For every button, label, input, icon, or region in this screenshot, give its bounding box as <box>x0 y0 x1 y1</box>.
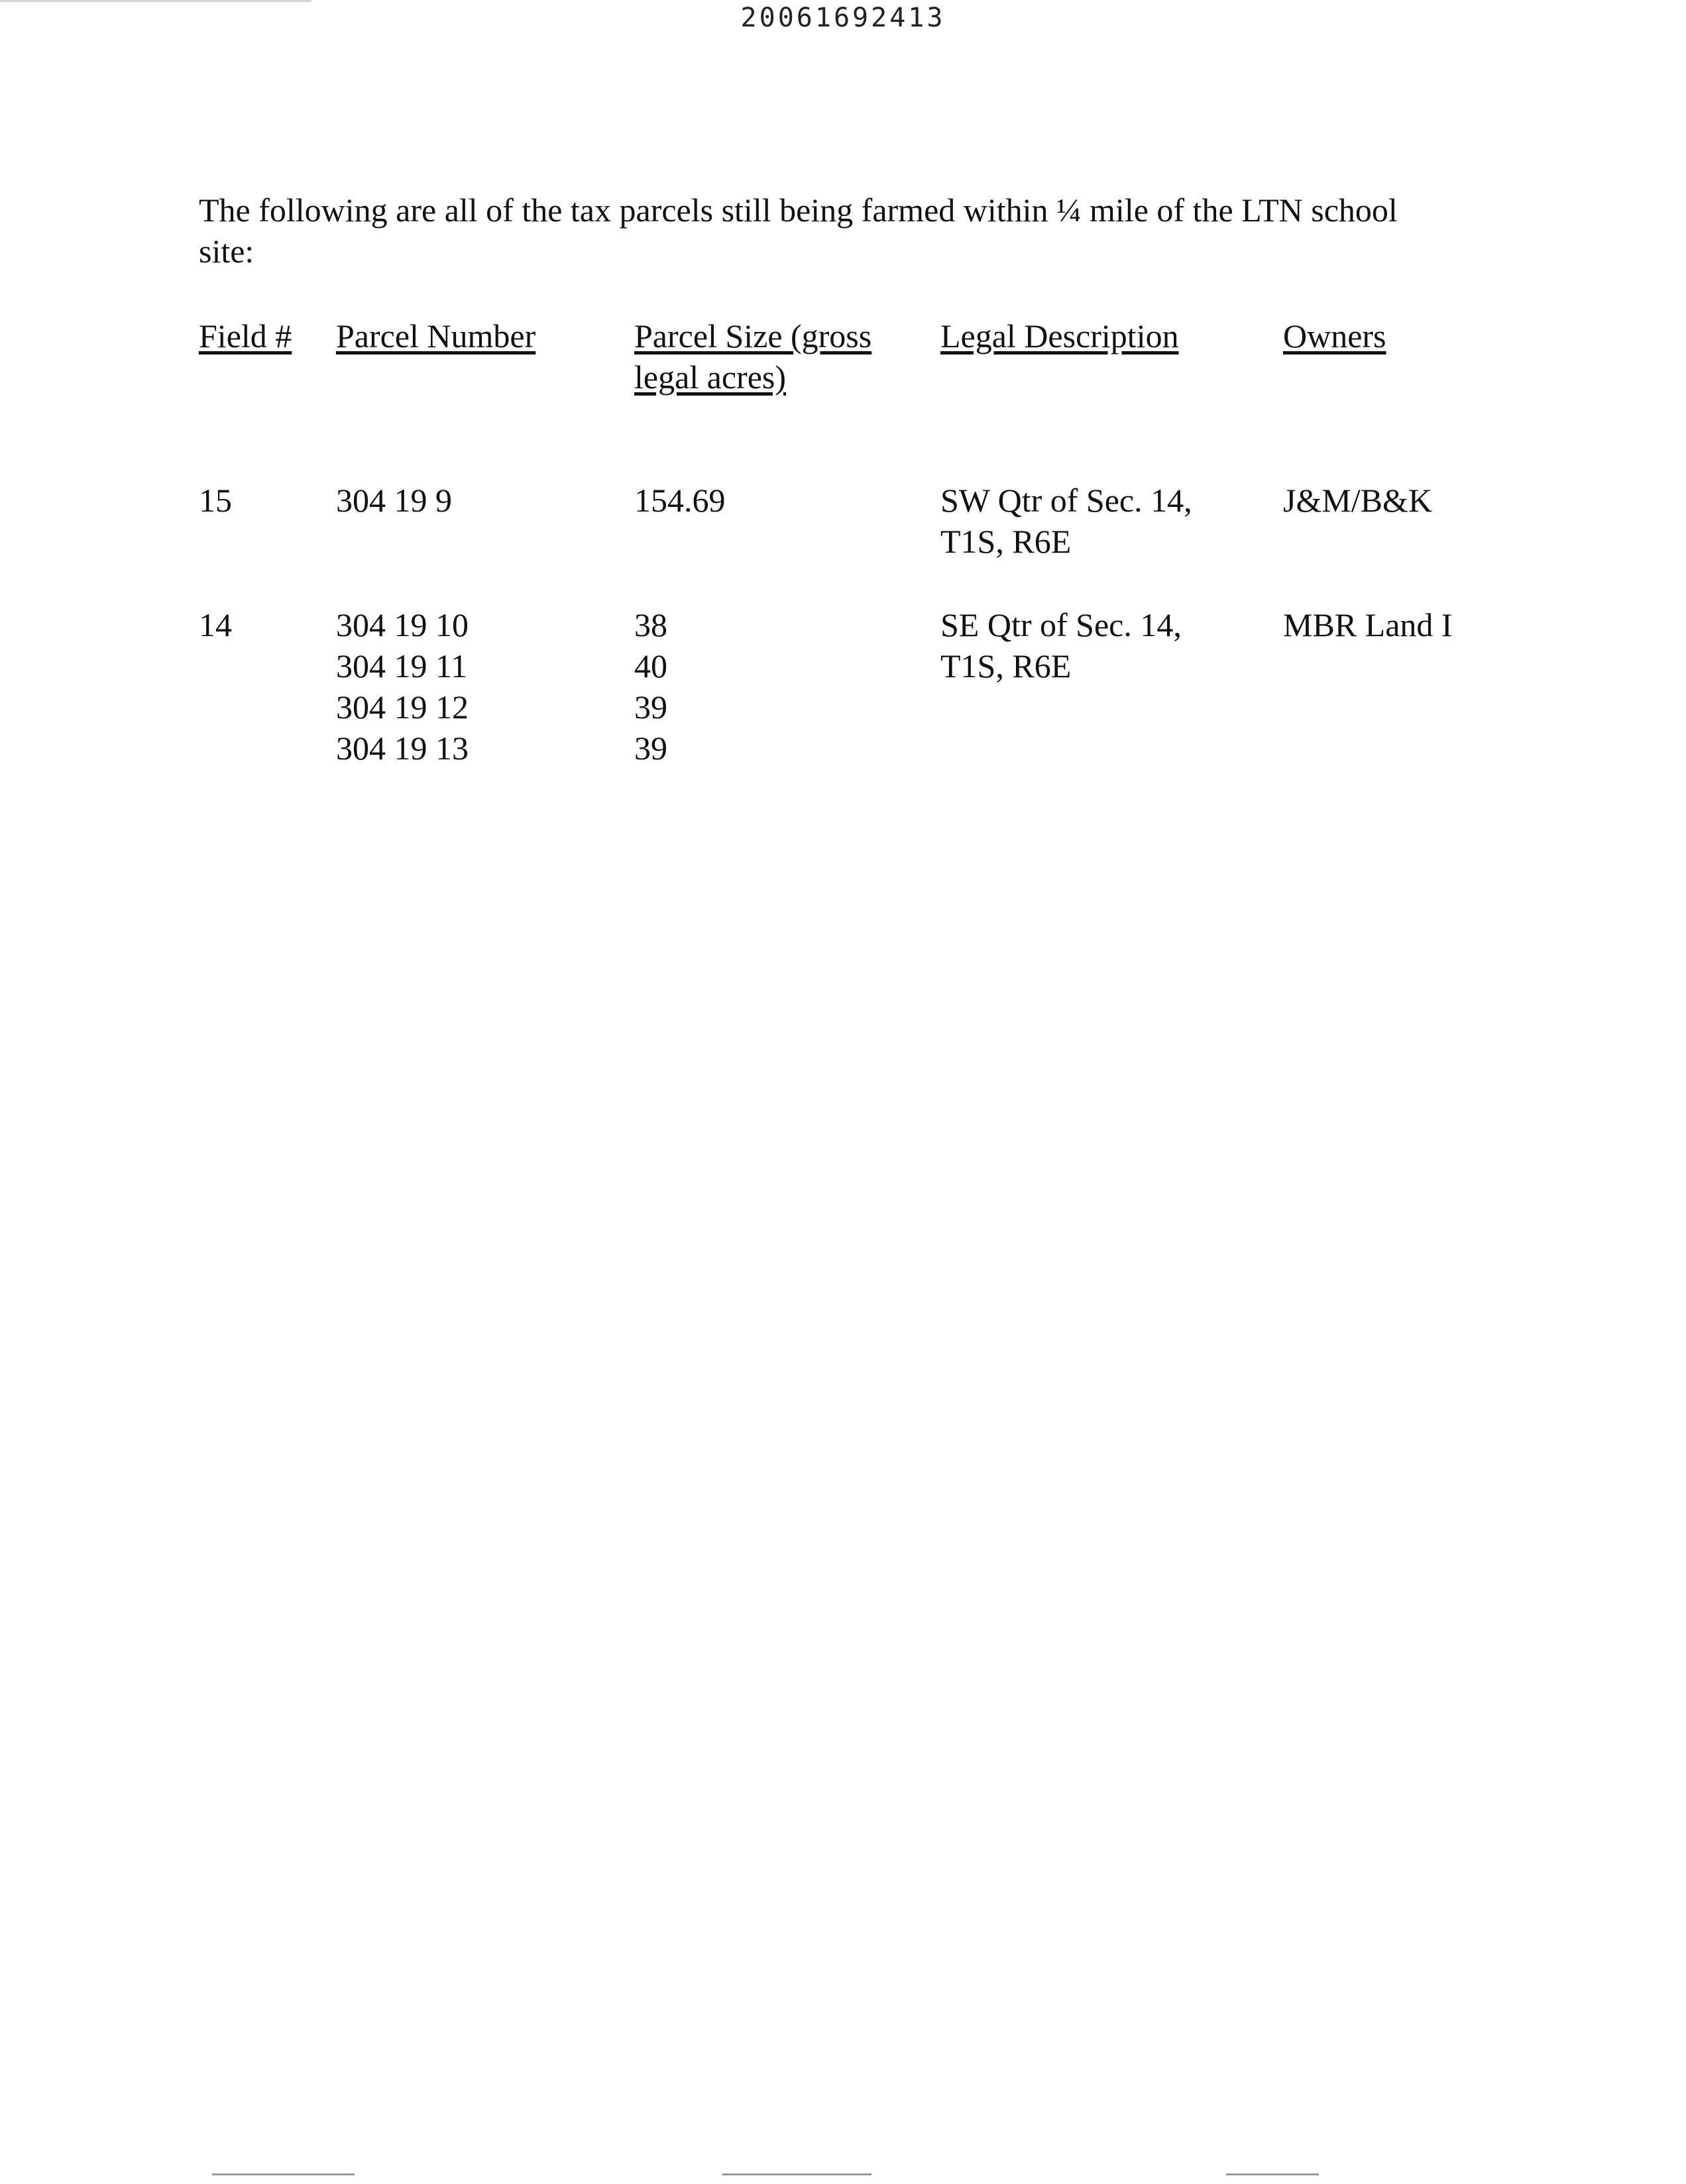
row-1-legal-description <box>940 480 1259 562</box>
scan-artifact <box>722 2173 871 2175</box>
parcel-number: 304 19 11 <box>336 647 468 684</box>
parcel-number: 304 19 10 <box>336 606 469 643</box>
row-1-field-number: 15 <box>199 482 232 519</box>
row-1-parcel-sizes <box>634 480 726 521</box>
parcel-number: 304 19 9 <box>336 482 452 519</box>
header-parcel-size: Parcel Size (gross legal acres) <box>634 317 872 396</box>
parcel-size: 39 <box>634 730 667 767</box>
header-field-number: Field # <box>199 317 292 355</box>
parcel-size: 154.69 <box>634 482 726 519</box>
legal-description-line: SE Qtr of Sec. 14, <box>940 606 1182 643</box>
row-2-legal-description <box>940 604 1259 686</box>
row-2-parcel-sizes <box>634 604 667 769</box>
document-number: 20061692413 <box>740 3 946 33</box>
legal-description-line: T1S, R6E <box>940 647 1072 684</box>
header-legal-description: Legal Description <box>940 317 1179 355</box>
parcel-number: 304 19 13 <box>336 730 469 767</box>
row-2-field-number: 14 <box>199 606 232 643</box>
row-1-owners: J&M/B&K <box>1283 482 1433 519</box>
header-parcel-number: Parcel Number <box>336 317 536 355</box>
legal-description-line: SW Qtr of Sec. 14, <box>940 482 1192 519</box>
row-2-owners: MBR Land I <box>1283 606 1453 643</box>
row-1-parcel-numbers <box>336 480 452 521</box>
scan-artifact <box>0 0 311 2</box>
row-2-parcel-numbers <box>336 604 469 769</box>
parcel-size: 40 <box>634 647 667 684</box>
parcel-size: 38 <box>634 606 667 643</box>
parcel-size: 39 <box>634 688 667 726</box>
scan-artifact <box>212 2173 355 2175</box>
scan-artifact <box>1226 2173 1319 2175</box>
legal-description-line: T1S, R6E <box>940 523 1072 560</box>
intro-paragraph: The following are all of the tax parcels still being farmed within ¼ mile of the LTN school site: <box>199 191 1398 270</box>
parcel-number: 304 19 12 <box>336 688 469 726</box>
header-owners: Owners <box>1283 317 1386 355</box>
